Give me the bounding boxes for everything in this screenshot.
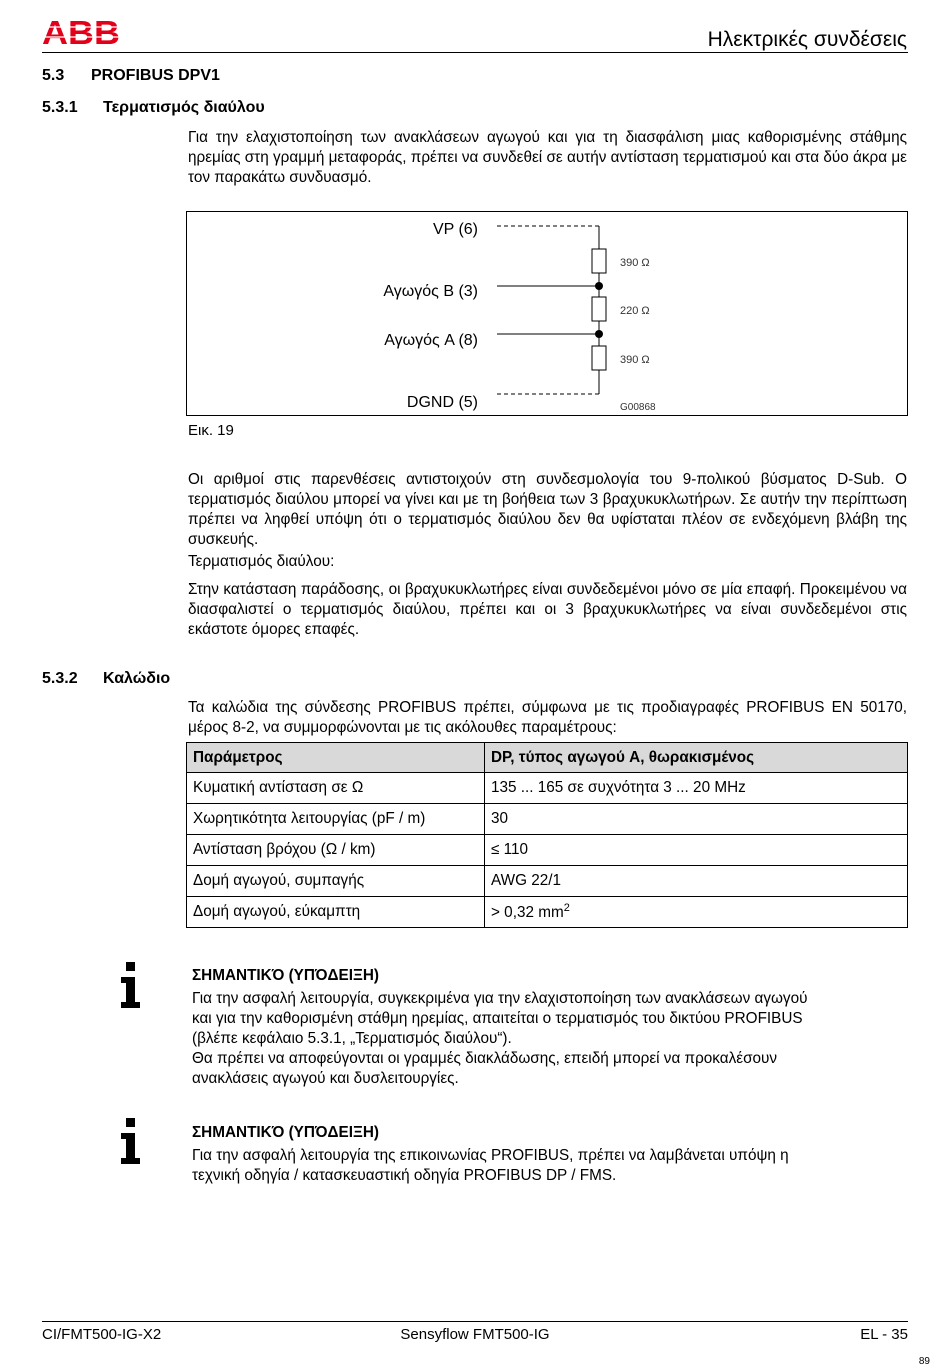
resistor-value-3: 390 Ω [620, 354, 650, 366]
after-figure-text [188, 470, 907, 640]
delivery-state-paragraph: Στην κατάσταση παράδοσης, οι βραχυκυκλωτήρες είναι συνδεδεμένοι μόνο σε μία επαφή. Προκειμένου να διασφαλιστεί ο τερματισμός διαύλου, πρέπει και οι 3 βραχυκυκλωτήρες να είναι συνδεδεμένοι στις εκάστοτε όμορες επαφές. [188, 581, 907, 638]
header-rule [42, 52, 908, 53]
cable-intro-paragraph: Τα καλώδια της σύνδεσης PROFIBUS πρέπει, σύμφωνα με τις προδιαγραφές PROFIBUS EN 50170, μέρος 8-2, να συμμορφώνονται με τις ακόλουθες παραμέτρους: [188, 699, 907, 736]
intro-paragraph: Για την ελαχιστοποίηση των ανακλάσεων αγωγού και για τη διασφάλιση μιας καθορισμένης στάθμης ηρεμίας στη γραμμή μεταφοράς, πρέπει να συνδεθεί σε αυτήν αντίσταση τερματισμού και στα δύο άκρα με τον παρακάτω συνδυασμό. [188, 129, 907, 186]
resistor-dgnd [592, 346, 606, 370]
info-icon [120, 962, 142, 1010]
section-5-3-number: 5.3 [42, 67, 65, 84]
label-vp: VP (6) [432, 221, 478, 238]
table-header-value: DP, τύπος αγωγού A, θωρακισμένος [485, 743, 908, 773]
table-cell-value: 30 [485, 804, 908, 835]
table-header-parameter: Παράμετρος [187, 743, 485, 773]
bus-termination-figure [186, 211, 908, 416]
resistor-bus [592, 297, 606, 321]
termination-circuit-diagram [187, 212, 907, 415]
table-cell-parameter: Χωρητικότητα λειτουργίας (pF / m) [187, 804, 485, 835]
figure-caption: Εικ. 19 [188, 422, 234, 439]
value-text: > 0,32 mm [491, 904, 564, 922]
footer-rule [42, 1321, 908, 1322]
termination-label: Τερματισμός διαύλου: [188, 553, 335, 570]
junction-dot-b [595, 282, 603, 290]
cable-parameters-table [186, 742, 908, 928]
label-dgnd: DGND (5) [406, 394, 478, 411]
section-5-3-2-intro [188, 698, 907, 738]
section-5-3-1-intro [188, 128, 907, 188]
footer-document-id: CI/FMT500-IG-X2 [42, 1326, 162, 1343]
figure-code: G00868 [620, 402, 656, 413]
table-cell-parameter: Δομή αγωγού, εύκαμπτη [187, 897, 485, 928]
important-note-2 [192, 1123, 892, 1186]
note-body: Για την ασφαλή λειτουργία, συγκεκριμένα για την ελαχιστοποίηση των ανακλάσεων αγωγού και για την καθορισμένη στάθμη ηρεμίας, απαιτείται ο τερματισμός του δικτύου PROFIBUS (βλέπε κεφάλαιο 5.3.1, „Τερματισμός διαύλου“). Θα πρέπει να αποφεύγονται οι γραμμές διακλάδωσης, επειδή μπορεί να προκαλέσουν ανακλάσεις αγωγού και δυσλειτουργίες. [192, 990, 808, 1087]
resistor-vp [592, 249, 606, 273]
table-row [187, 835, 908, 866]
label-line-a: Αγωγός A (8) [384, 332, 478, 349]
table-cell-parameter: Κυματική αντίσταση σε Ω [187, 773, 485, 804]
table-cell-parameter: Δομή αγωγού, συμπαγής [187, 866, 485, 897]
section-5-3-1-title: Τερματισμός διαύλου [103, 99, 265, 116]
table-row [187, 897, 908, 928]
table-cell-value: ≤ 110 [485, 835, 908, 866]
section-5-3-1-number: 5.3.1 [42, 99, 78, 116]
abb-logo [42, 17, 120, 47]
table-header-row [187, 743, 908, 773]
note-body: Για την ασφαλή λειτουργία της επικοινωνίας PROFIBUS, πρέπει να λαμβάνεται υπόψη η τεχνική οδηγία / κατασκευαστική οδηγία PROFIBUS DP / FMS. [192, 1147, 789, 1184]
label-line-b: Αγωγός B (3) [383, 283, 478, 300]
footer-page-label: EL - 35 [860, 1326, 908, 1343]
resistor-value-2: 220 Ω [620, 305, 650, 317]
note-title: ΣΗΜΑΝΤΙΚΌ (ΥΠΌΔΕΙΞΗ) [192, 967, 379, 984]
junction-dot-a [595, 330, 603, 338]
section-5-3-2-title: Καλώδιο [103, 670, 171, 687]
connector-paragraph: Οι αριθμοί στις παρενθέσεις αντιστοιχούν στη συνδεσμολογία του 9-πολικού βύσματος D-Sub. Ο τερματισμός διαύλου μπορεί να γίνει και με τη βοήθεια των 3 βραχυκυκλωτήρων. Σε αυτήν την περίπτωση πρέπει να ληφθεί υπόψη ότι ο τερματισμός διαύλου δεν θα υφίσταται πλέον σε ενδεχόμενη βλάβη της συσκευής. [188, 471, 907, 548]
section-5-3-2-number: 5.3.2 [42, 670, 78, 687]
table-row [187, 866, 908, 897]
info-icon [120, 1118, 142, 1166]
section-5-3-title: PROFIBUS DPV1 [91, 67, 220, 84]
table-cell-parameter: Αντίσταση βρόχου (Ω / km) [187, 835, 485, 866]
value-superscript: 2 [563, 901, 570, 914]
svg-text:ABB: ABB [42, 17, 120, 47]
table-cell-value: 135 ... 165 σε συχνότητα 3 ... 20 MHz [485, 773, 908, 804]
page-number: 89 [918, 1356, 930, 1367]
note-title: ΣΗΜΑΝΤΙΚΌ (ΥΠΌΔΕΙΞΗ) [192, 1124, 379, 1141]
table-cell-value [485, 897, 908, 928]
table-row [187, 773, 908, 804]
table-cell-value: AWG 22/1 [485, 866, 908, 897]
resistor-value-1: 390 Ω [620, 257, 650, 269]
table-row [187, 804, 908, 835]
important-note-1 [192, 966, 892, 1089]
footer-product-name: Sensyflow FMT500-IG [400, 1326, 550, 1343]
header-title: Ηλεκτρικές συνδέσεις [707, 28, 907, 51]
